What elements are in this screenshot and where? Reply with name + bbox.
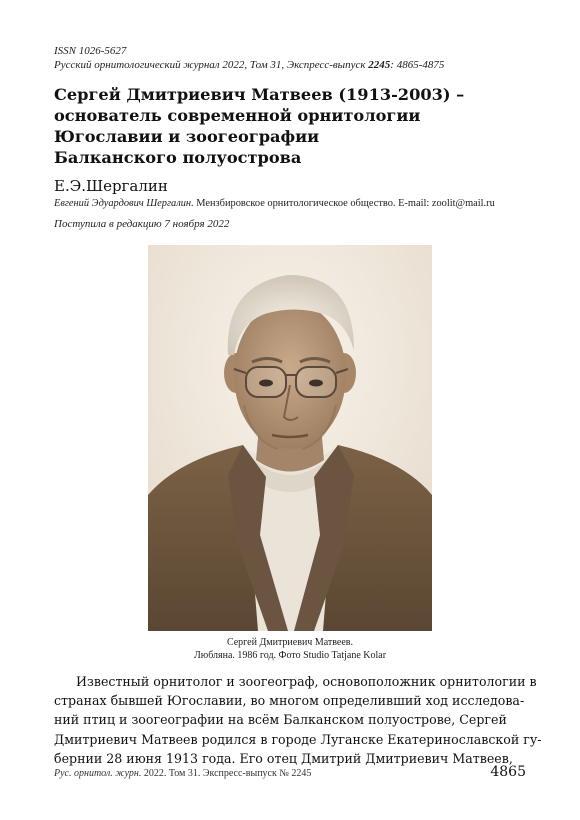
body-line: странах бывшей Югославии, во многом определивший ход исследова- bbox=[54, 693, 525, 709]
title-line: Югославии и зоогеографии bbox=[54, 127, 320, 146]
page-number: 4865 bbox=[490, 764, 526, 780]
affiliation-details: Мензбировское орнитологическое общество. E-mail: zoolit@mail.ru bbox=[193, 198, 495, 209]
journal-name: Русский орнитологический журнал 2022, Том 31, Экспресс-выпуск bbox=[54, 59, 369, 71]
issue-number: 2245 bbox=[368, 59, 391, 71]
caption-line: Любляна. 1986 год. Фото Studio Tatjane Kolar bbox=[193, 650, 387, 661]
article-body bbox=[54, 672, 542, 768]
page-footer bbox=[54, 768, 526, 779]
page-range: : 4865-4875 bbox=[390, 59, 445, 71]
issn: ISSN 1026-5627 bbox=[54, 45, 127, 57]
body-line: бернии 28 июня 1913 года. Его отец Дмитрий Дмитриевич Матвеев, bbox=[54, 750, 513, 766]
title-line: Сергей Дмитриевич Матвеев (1913-2003) – bbox=[54, 85, 465, 104]
caption-line: Сергей Дмитриевич Матвеев. bbox=[226, 637, 354, 648]
portrait-photo bbox=[148, 245, 432, 631]
photo-caption bbox=[148, 636, 432, 662]
title-line: основатель современной орнитологии bbox=[54, 106, 421, 125]
body-line: Известный орнитолог и зоогеограф, основоположник орнитологии в bbox=[76, 674, 537, 689]
body-line: Дмитриевич Матвеев родился в городе Луганске Екатеринославской гу- bbox=[54, 731, 542, 747]
journal-header bbox=[54, 44, 526, 72]
article-title bbox=[54, 84, 494, 168]
footer-citation: 2022. Том 31. Экспресс-выпуск № 2245 bbox=[141, 768, 312, 779]
title-line: Балканского полуострова bbox=[54, 148, 302, 167]
author-full-name: Евгений Эдуардович Шергалин. bbox=[54, 198, 194, 209]
received-date: Поступила в редакцию 7 ноября 2022 bbox=[54, 218, 230, 230]
journal-abbreviation: Рус. орнитол. журн. bbox=[54, 768, 142, 779]
author-name: Е.Э.Шергалин bbox=[54, 177, 168, 195]
author-affiliation bbox=[54, 198, 534, 209]
portrait-illustration bbox=[148, 245, 432, 631]
body-line: ний птиц и зоогеографии на всём Балканском полуострове, Сергей bbox=[54, 712, 507, 728]
journal-citation bbox=[54, 58, 526, 72]
